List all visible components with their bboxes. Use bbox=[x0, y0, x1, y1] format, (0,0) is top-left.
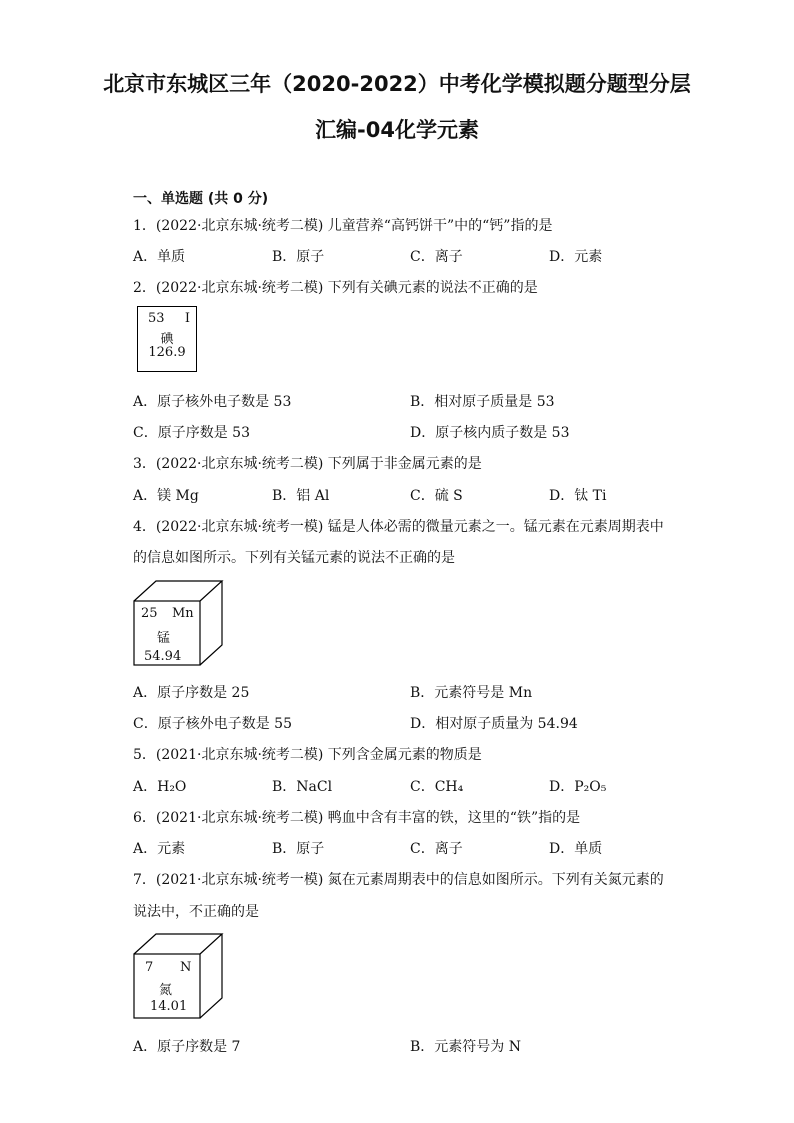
element-number: 53 bbox=[148, 311, 165, 326]
q1-option-a: A．单质 bbox=[133, 249, 186, 265]
q5-option-c: C．CH₄ bbox=[410, 779, 464, 795]
q2-option-a: A．原子核外电子数是 53 bbox=[133, 394, 292, 410]
element-symbol: N bbox=[180, 960, 192, 975]
q5-option-b: B．NaCl bbox=[272, 779, 333, 795]
q3-option-b: B．铝 Al bbox=[272, 488, 330, 504]
q3-option-d: D．钛 Ti bbox=[549, 488, 607, 504]
element-name: 碘 bbox=[160, 332, 174, 347]
q6-option-d: D．单质 bbox=[549, 841, 603, 857]
element-name: 锰 bbox=[157, 631, 171, 646]
iodine-element-card bbox=[137, 306, 197, 372]
question-4-stem: 4．(2022·北京东城·统考一模) 锰是人体必需的微量元素之一。锰元素在元素周期表中 bbox=[133, 519, 664, 535]
q6-option-a: A．元素 bbox=[133, 841, 186, 857]
question-4-stem-continued: 的信息如图所示。下列有关锰元素的说法不正确的是 bbox=[133, 550, 455, 566]
q2-option-d: D．原子核内质子数是 53 bbox=[410, 425, 570, 441]
q2-option-b: B．相对原子质量是 53 bbox=[410, 394, 555, 410]
element-symbol: Mn bbox=[172, 606, 194, 621]
q7-option-a: A．原子序数是 7 bbox=[133, 1039, 241, 1055]
q4-option-b: B．元素符号是 Mn bbox=[410, 685, 533, 701]
q1-option-b: B．原子 bbox=[272, 249, 325, 265]
element-number: 7 bbox=[145, 960, 154, 975]
question-5-stem: 5．(2021·北京东城·统考二模) 下列含金属元素的物质是 bbox=[133, 747, 482, 763]
q2-option-c: C．原子序数是 53 bbox=[133, 425, 250, 441]
element-number: 25 bbox=[141, 606, 158, 621]
question-3-stem: 3．(2022·北京东城·统考二模) 下列属于非金属元素的是 bbox=[133, 456, 482, 472]
element-symbol: I bbox=[184, 311, 190, 326]
q5-option-a: A．H₂O bbox=[133, 779, 187, 795]
question-6-stem: 6．(2021·北京东城·统考二模) 鸭血中含有丰富的铁，这里的“铁”指的是 bbox=[133, 810, 581, 826]
element-name: 氮 bbox=[159, 983, 173, 998]
q3-option-c: C．硫 S bbox=[410, 488, 463, 504]
element-mass: 126.9 bbox=[148, 345, 186, 360]
question-2-stem: 2．(2022·北京东城·统考二模) 下列有关碘元素的说法不正确的是 bbox=[133, 280, 538, 296]
q6-option-b: B．原子 bbox=[272, 841, 325, 857]
q6-option-c: C．离子 bbox=[410, 841, 463, 857]
document-title-line-1: 北京市东城区三年（2020-2022）中考化学模拟题分题型分层 bbox=[103, 72, 691, 96]
q4-option-d: D．相对原子质量为 54.94 bbox=[410, 716, 578, 732]
q1-option-c: C．离子 bbox=[410, 249, 463, 265]
q7-option-b: B．元素符号为 N bbox=[410, 1039, 521, 1055]
question-7-stem: 7．(2021·北京东城·统考一模) 氮在元素周期表中的信息如图所示。下列有关氮元素的 bbox=[133, 872, 664, 888]
question-1-stem: 1．(2022·北京东城·统考二模) 儿童营养“高钙饼干”中的“钙”指的是 bbox=[133, 218, 553, 234]
q3-option-a: A．镁 Mg bbox=[133, 488, 199, 504]
q1-option-d: D．元素 bbox=[549, 249, 603, 265]
q4-option-a: A．原子序数是 25 bbox=[133, 685, 250, 701]
document-title-line-2: 汇编-04化学元素 bbox=[315, 118, 479, 142]
q5-option-d: D．P₂O₅ bbox=[549, 779, 607, 795]
element-mass: 54.94 bbox=[144, 649, 182, 664]
element-mass: 14.01 bbox=[150, 999, 188, 1014]
q4-option-c: C．原子核外电子数是 55 bbox=[133, 716, 292, 732]
section-heading: 一、单选题 (共 0 分) bbox=[133, 191, 269, 207]
question-7-stem-continued: 说法中，不正确的是 bbox=[133, 904, 259, 920]
